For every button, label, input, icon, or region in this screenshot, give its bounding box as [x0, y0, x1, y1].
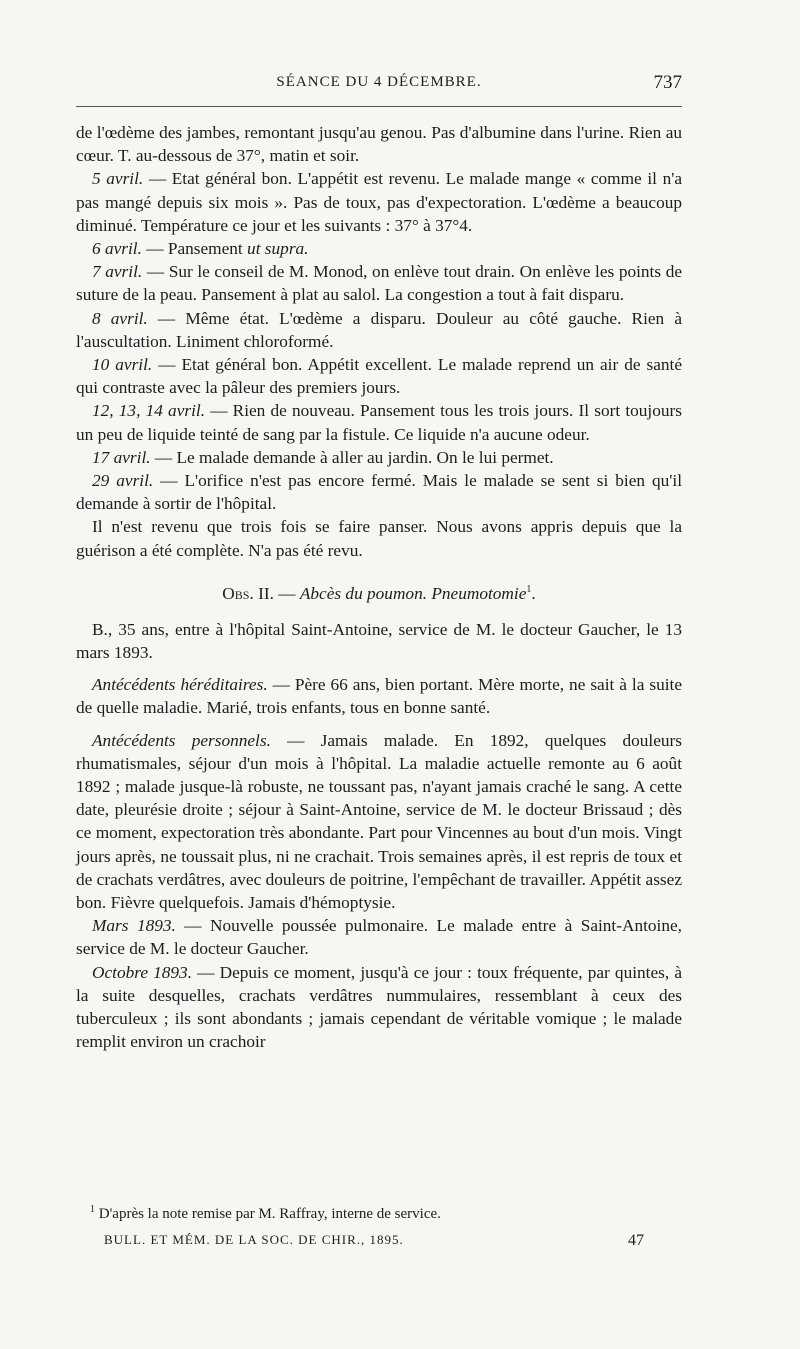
paragraph: 6 avril. — Pansement ut supra. — [92, 239, 309, 259]
date-lead: 6 avril. — [92, 239, 142, 259]
date-lead: 7 avril. — [92, 262, 143, 282]
date-lead: Mars 1893. — [92, 916, 176, 936]
main-text — [76, 121, 682, 1053]
paragraph: Il n'est revenu que trois fois se faire panser. Nous avons appris depuis que la guérison a été complète. N'a pas été revu. — [76, 517, 682, 560]
paragraph: 5 avril. — Etat général bon. L'appétit est revenu. Le malade mange « comme il n'a pas mangé depuis six mois ». Pas de toux, pas d'expectoration. L'œdème a beaucoup diminué. Température ce jour et les suivants : 37° à 37°4. — [76, 169, 682, 235]
running-header — [76, 74, 682, 98]
paragraph: 7 avril. — Sur le conseil de M. Monod, on enlève tout drain. On enlève les points de suture de la peau. Pansement à plat au salol. La congestion a tout à fait disparu. — [76, 262, 683, 305]
paragraph: Antécédents héréditaires. — Père 66 ans, bien portant. Mère morte, ne sait à la suite de quelle maladie. Marié, trois enfants, tous en bonne santé. — [76, 675, 682, 718]
header-rule — [76, 106, 682, 107]
paragraph: 10 avril. — Etat général bon. Appétit excellent. Le malade reprend un air de santé qui contraste avec la pâleur des premiers jours. — [76, 355, 683, 398]
paragraph: Mars 1893. — Nouvelle poussée pulmonaire. Le malade entre à Saint-Antoine, service de M. le docteur Gaucher. — [76, 916, 682, 959]
section-lead: Antécédents personnels. — [92, 730, 271, 750]
date-lead: 29 avril. — [92, 471, 154, 491]
paragraph: 12, 13, 14 avril. — Rien de nouveau. Pansement tous les trois jours. Il sort toujours un peu de liquide teinté de sang par la fistule. Ce liquide n'a aucune odeur. — [76, 401, 682, 444]
date-lead: 10 avril. — [92, 355, 153, 375]
date-lead: 5 avril. — [92, 169, 144, 189]
page-footer — [104, 1232, 644, 1248]
journal-reference: BULL. ET MÉM. DE LA SOC. DE CHIR., 1895. — [104, 1232, 404, 1247]
paragraph: de l'œdème des jambes, remontant jusqu'au genou. Pas d'albumine dans l'urine. Rien au cœur. T. au-dessous de 37°, matin et soir. — [76, 123, 682, 166]
running-title: SÉANCE DU 4 DÉCEMBRE. — [276, 74, 482, 90]
paragraph: 17 avril. — Le malade demande à aller au jardin. On le lui permet. — [92, 447, 554, 467]
paragraph: 8 avril. — Même état. L'œdème a disparu. Douleur au côté gauche. Rien à l'auscultation. Liniment chloroformé. — [76, 308, 683, 351]
footnote-ref: 1 — [526, 583, 532, 595]
footnote-mark: 1 — [90, 1204, 95, 1215]
paragraph: B., 35 ans, entre à l'hôpital Saint-Antoine, service de M. le docteur Gaucher, le 13 mars 1893. — [76, 619, 682, 663]
section-lead: Antécédents héréditaires. — [92, 675, 268, 695]
paragraph: Antécédents personnels. — Jamais malade. En 1892, quelques douleurs rhumatismales, séjour d'un mois à l'hôpital. La maladie actuelle remonte au 6 août 1892 ; malade jusque-là robuste, ne toussant pas, n'ayant jamais craché le sang. A cette date, pleurésie droite ; séjour à Saint-Antoine, service de M. le docteur Brissaud ; dès ce moment, expectoration très abondante. Part pour Vincennes au bout d'un mois. Vingt jours après, ne toussait plus, ni ne crachait. Trois semaines après, il est repris de toux et de crachats verdâtres, avec douleurs de poitrine, l'empêchant de travailler. Appétit assez bon. Fièvre quelquefois. Jamais d'hémoptysie. — [76, 730, 682, 913]
date-lead: 17 avril. — [92, 447, 151, 467]
date-lead: 8 avril. — [92, 308, 148, 328]
paragraph: Octobre 1893. — Depuis ce moment, jusqu'à ce jour : toux fréquente, par quintes, à la suite desquelles, crachats verdâtres nummulaires, ressemblant à ceux des tuberculeux ; ils sont abondants ; jamais cependant de véritable vomique ; le malade remplit environ un crachoir — [76, 962, 682, 1052]
date-lead: 12, 13, 14 avril. — [92, 401, 206, 421]
signature-number: 47 — [628, 1232, 644, 1249]
observation-heading: Obs. II. — Abcès du poumon. Pneumotomie$^1$. — [222, 583, 536, 603]
footnote: $^1$ D'après la note remise par M. Raffray, interne de service. — [90, 1204, 441, 1222]
date-lead: Octobre 1893. — [92, 962, 193, 982]
paragraph: 29 avril. — L'orifice n'est pas encore fermé. Mais le malade se sent si bien qu'il demande à sortir de l'hôpital. — [76, 471, 682, 514]
page-number: 737 — [653, 72, 682, 93]
